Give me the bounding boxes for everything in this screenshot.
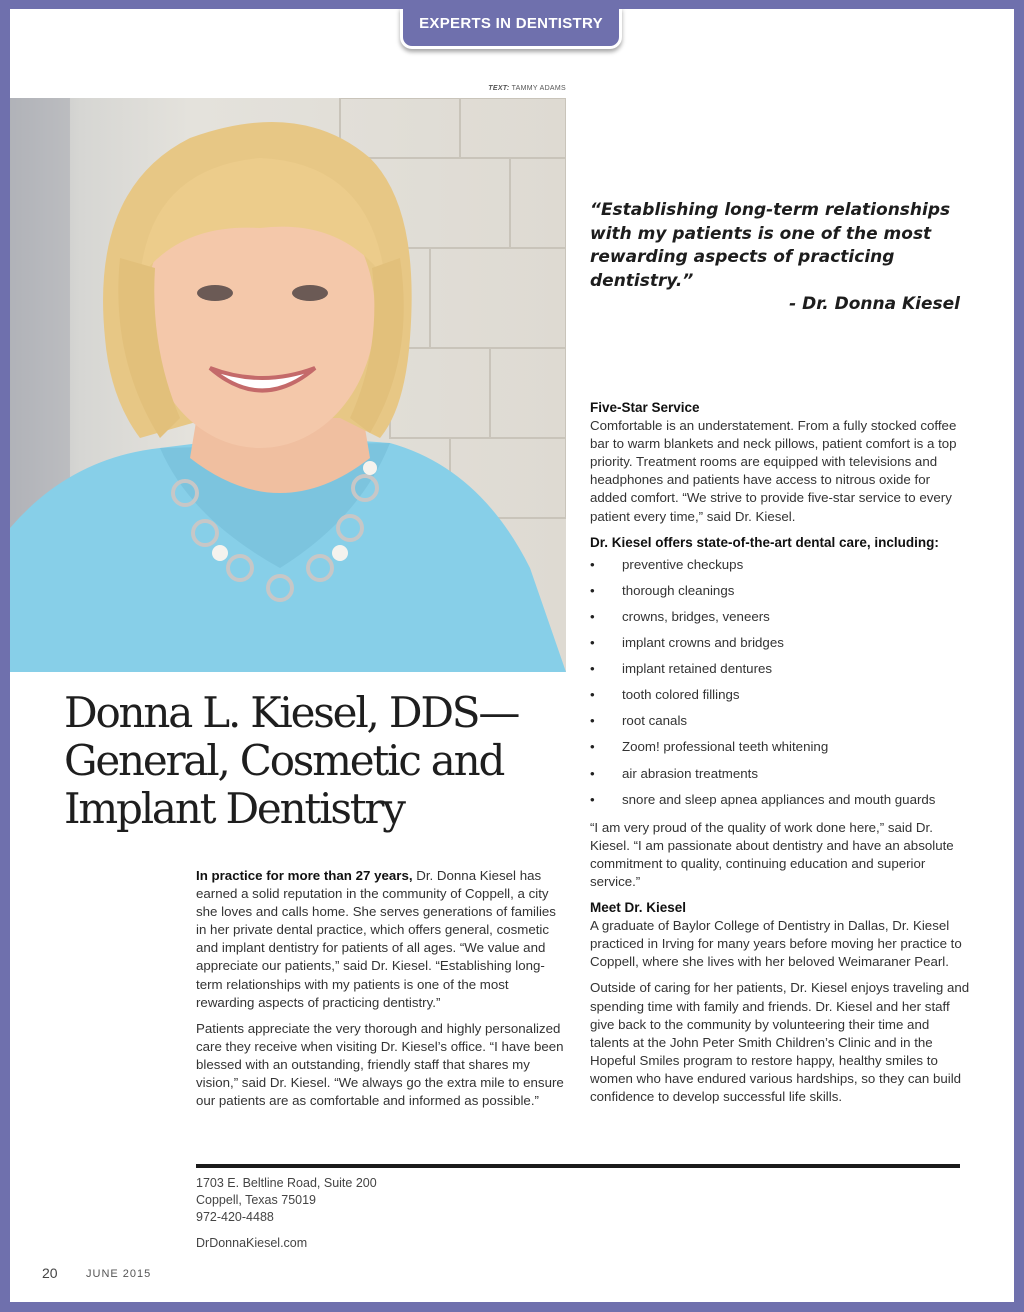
pull-quote <box>590 199 970 317</box>
list-item: • snore and sleep apnea appliances and mouth guards <box>590 787 970 813</box>
divider-rule <box>196 1164 960 1168</box>
meet-text: A graduate of Baylor College of Dentistry in Dallas, Dr. Kiesel practiced in Irving for many years before moving her practice to Coppell, where she lives with her beloved Weimaraner Pearl. <box>590 918 962 970</box>
page-number: 20 <box>42 1265 58 1281</box>
list-item: • implant retained dentures <box>590 656 970 682</box>
portrait-photo <box>10 98 566 672</box>
address-street: 1703 E. Beltline Road, Suite 200 <box>196 1176 377 1190</box>
services-heading: Dr. Kiesel offers state-of-the-art dental care, including: <box>590 534 939 550</box>
left-column <box>196 867 568 1118</box>
phone-number: 972-420-4488 <box>196 1210 274 1224</box>
list-item: • preventive checkups <box>590 552 970 578</box>
article-headline <box>64 689 544 833</box>
list-item: • implant crowns and bridges <box>590 630 970 656</box>
magazine-page <box>10 9 1014 1302</box>
address-city: Coppell, Texas 75019 <box>196 1193 316 1207</box>
proud-quote: “I am very proud of the quality of work done here,” said Dr. Kiesel. “I am passionate about dentistry and have an absolute commitment to quality, continuing education and superior service.” <box>590 819 954 889</box>
contact-block <box>196 1175 596 1252</box>
text-credit <box>410 85 566 92</box>
care-paragraph: Patients appreciate the very thorough and highly personalized care they receive when visiting Dr. Kiesel’s office. “I have been blessed with an outstanding, friendly staff that shares my vision,” said Dr. Kiesel. “We always go the extra mile to ensure our patients are as comfortable and informed as possible.” <box>196 1020 564 1109</box>
list-item: • crowns, bridges, veneers <box>590 604 970 630</box>
website-link[interactable]: DrDonnaKiesel.com <box>196 1236 308 1250</box>
credit-name: TAMMY ADAMS <box>511 85 566 92</box>
list-item: • air abrasion treatments <box>590 761 970 787</box>
intro-rest: Dr. Donna Kiesel has earned a solid reputation in the community of Coppell, a city she loves and calls home. She serves generations of families in her private dental practice, which offers general, cosmetic and implant dentistry for patients of all ages. “We value and appreciate our patients,” said Dr. Kiesel. “Establishing long-term relationships with my patients is one of the most rewarding aspects of practicing dentistry.” <box>196 868 556 1010</box>
issue-date: JUNE 2015 <box>86 1268 152 1280</box>
pull-quote-attribution: - Dr. Donna Kiesel <box>789 294 960 314</box>
section-tab <box>400 9 622 49</box>
right-column <box>590 399 970 1114</box>
five-star-heading: Five-Star Service <box>590 400 700 415</box>
section-tab-label: EXPERTS IN DENTISTRY <box>419 15 603 32</box>
list-item: • thorough cleanings <box>590 578 970 604</box>
intro-paragraph <box>196 867 568 1012</box>
five-star-text: Comfortable is an understatement. From a fully stocked coffee bar to warm blankets and neck pillows, patient comfort is a top priority. Treatment rooms are equipped with televisions and headphones and patients have access to nitrous oxide for added comfort. “We strive to provide five-star service to every patient every time,” said Dr. Kiesel. <box>590 418 957 524</box>
intro-lead: In practice for more than 27 years, <box>196 868 413 883</box>
headline-line: Donna L. Kiesel, DDS— <box>64 688 519 737</box>
pull-quote-text: “Establishing long-term relationships with my patients is one of the most rewarding aspects of practicing dentistry.” <box>590 200 951 291</box>
meet-heading: Meet Dr. Kiesel <box>590 900 687 916</box>
outside-text: Outside of caring for her patients, Dr. Kiesel enjoys traveling and spending time with family and friends. Dr. Kiesel and her staff give back to the community by volunteering their time and talents at the John Peter Smith Children’s Clinic and in the Hopeful Smiles program to restore happy, healthy smiles to women who have endured various hardships, so they can build confidence to develop successful life skills. <box>590 980 970 1104</box>
list-item: • tooth colored fillings <box>590 682 970 708</box>
portrait-illustration <box>10 98 566 672</box>
credit-label: TEXT: <box>488 85 510 92</box>
headline-line: Implant Dentistry <box>64 784 404 833</box>
headline-line: General, Cosmetic and <box>64 736 504 785</box>
list-item: • root canals <box>590 708 970 734</box>
list-item: • Zoom! professional teeth whitening <box>590 734 970 760</box>
services-list <box>590 552 970 813</box>
